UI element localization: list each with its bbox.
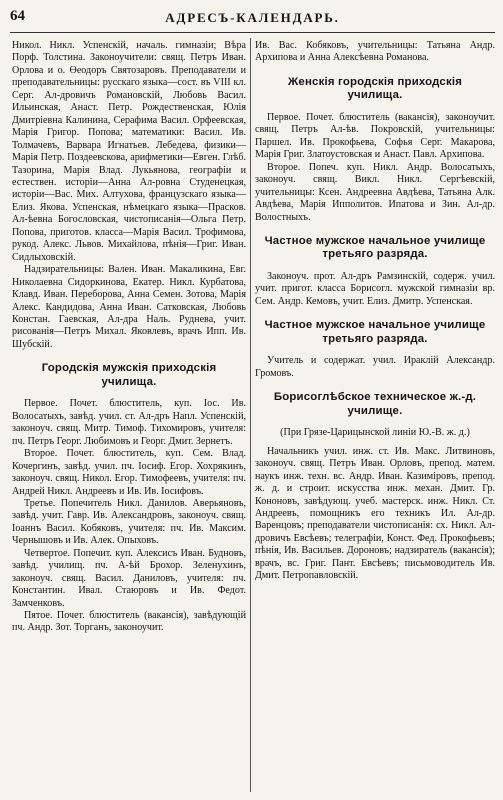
- paragraph: Начальникъ учил. инж. ст. Ив. Макс. Литвиновъ, законоуч. свящ. Петръ Иван. Орловъ, препод. матем. наукъ инж. техн. вс. Андр. Иван. Казиміровъ, препод. ж. д. и строит. искусства инж. механ. Дмит. Гр. Кононовъ, завѣдующ. учеб. мастерск. инж. Никл. Ст. Андреевъ, помощникъ его техникъ Ил. Ал-др. Варенцовъ; преподаватели чистописанія: сх. Никл. Ал-дровичъ Евсѣевъ; телеграфіи, Конст. Фед. Прокофьевъ; пѣнія, Ив. Васильев. Дороновъ; надзиратель (вакансія); врачъ, вс. Григ. Пант. Евсѣевъ; письмоводитель Ив. Дмит. Петропавловскій.: [255, 445, 495, 582]
- paragraph: Первое. Почет. блюститель, куп. Іос. Ив. Волосатыхъ, завѣд. учил. ст. Ал-дръ Напл. Успенскій, законоуч. свящ. Митр. Тимоф. Тихомировъ, учителя: пч. Петръ Георг. Любимовъ и Георг. Дмит. Зернетъ.: [12, 398, 246, 447]
- paragraph: Четвертое. Попечит. куп. Алексисъ Иван. Будновъ, завѣд. училищ. пч. А-ѣй Брохор. Зеленухинъ, законоуч. свящ. Васил. Даниловъ, учителя: пч. Константин. Ивал. Стаюровъ и Ив. Федот. Замченковъ.: [12, 547, 246, 609]
- column-divider: [250, 38, 251, 792]
- page-header: [10, 6, 495, 33]
- note: (При Грязе-Царицынской линіи Ю.-В. ж. д.): [280, 427, 470, 439]
- paragraph: Второе. Почет. блюститель, куп. Сем. Влад. Кочергинъ, завѣд. учил. пч. Іосиф. Егор. Хохрякинъ, законоуч. свящ. Никол. Егор. Тимофеевъ, учителя: пч. Андрей Никл. Андреевъ и Ив. Ив. Іосифовъ.: [12, 448, 246, 497]
- section-heading: Частное мужское начальное училище третьяго разряда.: [264, 319, 486, 345]
- paragraph: Надзирательницы: Вален. Иван. Макаликина, Евг. Николаевна Сидоркинова, Екатер. Никл. Курбатова, Клавд. Иван. Переборова, Анна Семен. Зотова, Марія Алекс. Кандидова, Анна Иван. Сатковская, Любовь Констан. Гаевская, Ал-дра Наль. Руднева, учит. рисованія—Петръ Михал. Яковлевъ, врачъ Ипп. Ив. Шубскій.: [12, 264, 246, 350]
- section-heading: Частное мужское начальное училище третьяго разряда.: [264, 234, 486, 261]
- paragraph: Учитель и содержат. учил. Ираклій Александр. Громовъ.: [255, 355, 495, 379]
- paragraph: Законоуч. прот. Ал-дръ Рамзинскій, содерж. учил. учит. пригот. класса Борисогл. мужской гимназіи вр. Сем. Андр. Кемовъ, учит. Елиз. Дмитр. Успенская.: [255, 270, 495, 307]
- paragraph: Пятое. Почет. блюститель (вакансія), завѣдующій пч. Андр. Зот. Торганъ, законоучит.: [12, 610, 246, 634]
- paragraph: Первое. Почет. блюститель (вакансія), законоучит. свящ. Петръ Ал-ѣв. Покровскій, учительницы: Паршел. Ив. Прокофьева, Софья Серг. Макарова, Марія Григ. Златоустовская и Анаст. Павл. Архипова.: [255, 111, 495, 161]
- paragraph: Третье. Попечитель Никл. Данилов. Аверьяновъ, завѣд. учит. Гавр. Ив. Александровъ, законоуч. свящ. Іоаннъ Васил. Кобяковъ, учителя: пч. Ив. Максим. Чернышовъ и Ив. Алек. Опыховъ.: [12, 497, 246, 547]
- paragraph: Ив. Вас. Кобяковъ, учительницы: Татьяна Андр. Архипова и Анна Алексѣевна Романова.: [255, 40, 495, 64]
- right-column: [255, 40, 495, 794]
- paragraph: Второе. Попеч. куп. Никл. Андр. Волосатыхъ, законоуч. свящ. Викл. Никл. Сергѣевскій, учительницы: Ксен. Андреевна Авдѣева, Татьяна Алк. Авдѣева, Марія Ипполитов. Ипатова и Зин. Ал-др. Волостныхъ.: [255, 161, 495, 223]
- section-heading: Женскія городскія приходскія училища.: [287, 75, 463, 102]
- page-number: 64: [10, 8, 25, 24]
- running-title: АДРЕСЪ-КАЛЕНДАРЬ.: [165, 10, 340, 25]
- section-heading: Борисоглѣбское техническое ж.-д. училище.: [273, 391, 477, 417]
- section-heading: Городскія мужскія приходскія училища.: [41, 362, 217, 388]
- paragraph: Никол. Никл. Успенскій, началь. гимназіи; Вѣра Порф. Толстина. Законоучители: свящ. Петръ Иван. Орлова и о. Өеодоръ Святозаровъ. Преподаватели и преподавательницы: русскаго языка—сост. въ VIII кл. Серг. Ал-дровичъ Романовскій, Любовь Васил. Ильинская, Анаст. Петр. Рождественская, Юлія Дмитріевна Калинина, Серафима Васил. Орфеевская, Марія Григор. Попова; математики: Васил. Ив. Толмачевъ, Варвара Игнатьев. Лебедева, физики—Марія Петр. Поздеевскова, арифметики—Евген. Глѣб. Тазорина, Марія Влад. Лукьянова, географіи и естествен. исторіи—Анна Ал-ровна Студенецкая, исторіи—Вас. Мих. Алтухова, французскаго языка—Елиз. Якова. Успенская, нѣмецкаго языка—Прасков. Ал-ѣевна Богословская, чистописанія—Ольга Петр. Попова, приготов. класса—Марія Васил. Трофимова, рукод. Алекс. Львов. Михайлова, пѣнія—Григ. Иван. Сидлыховскій.: [12, 40, 246, 263]
- left-column: [12, 40, 246, 794]
